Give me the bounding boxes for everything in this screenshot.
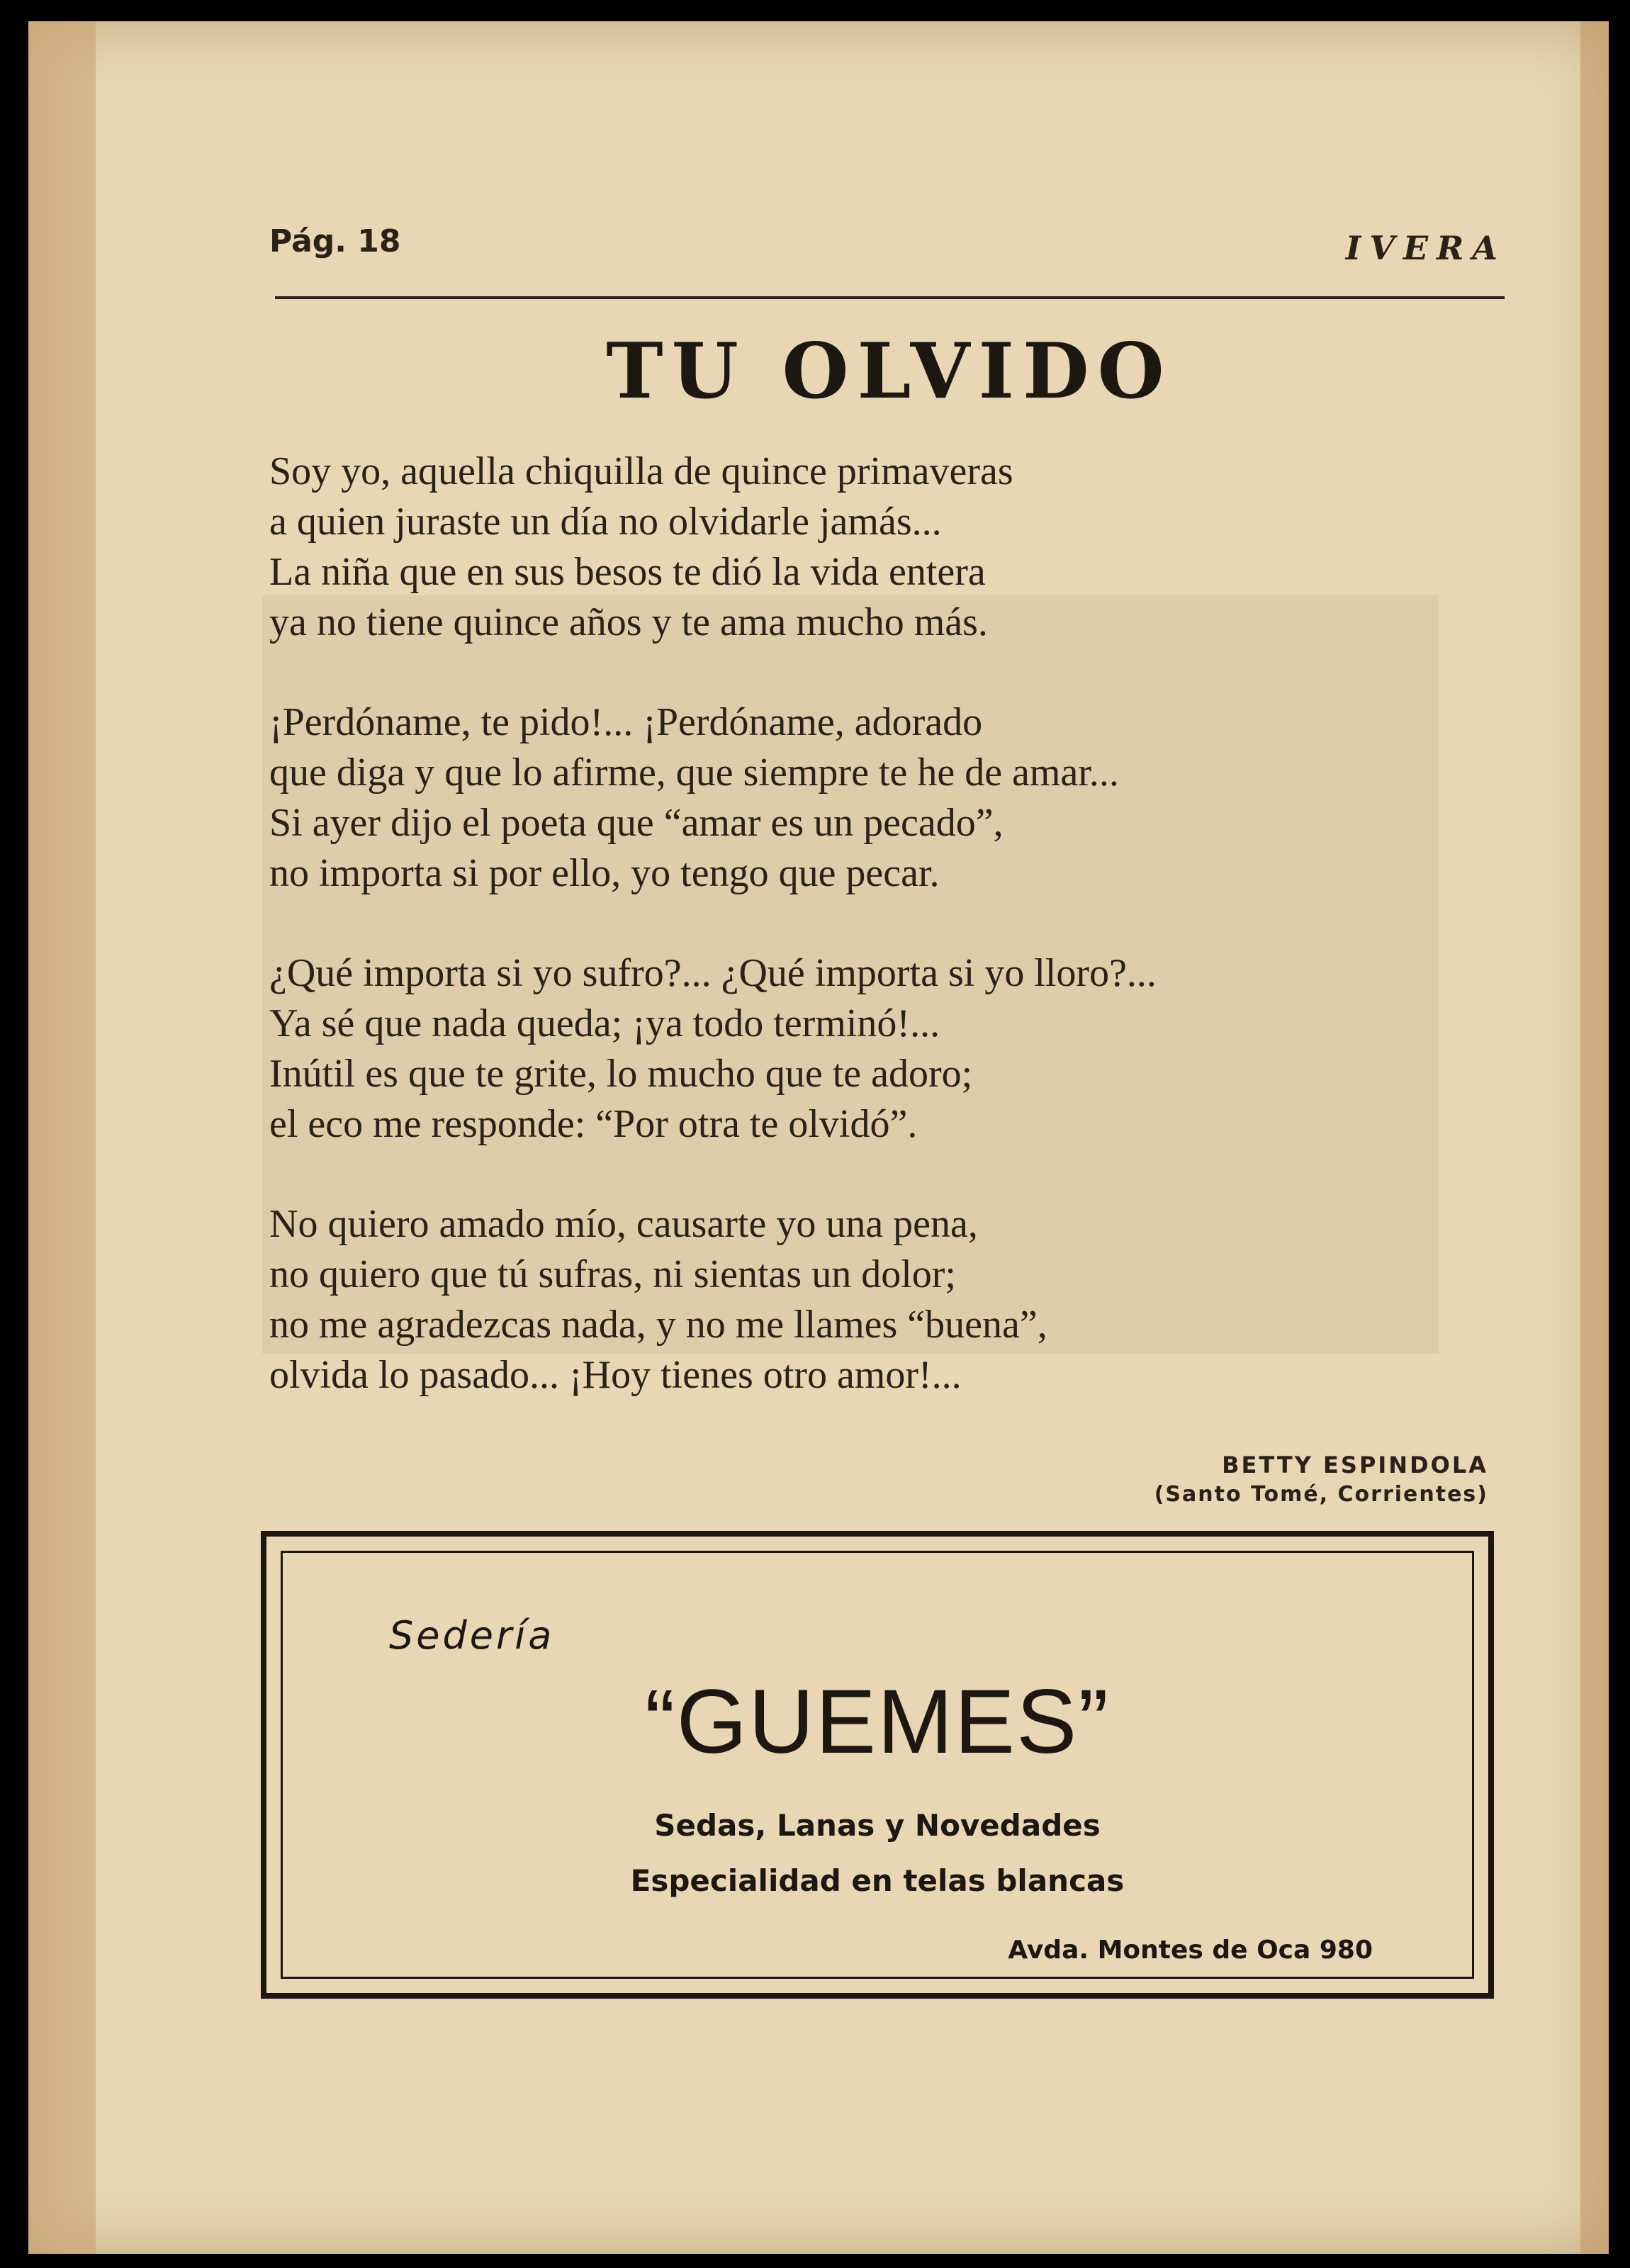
poem-line: no quiero que tú sufras, ni sientas un dolor; xyxy=(269,1252,956,1296)
poem-author xyxy=(1154,1449,1488,1509)
advertisement-box xyxy=(261,1531,1494,1999)
header-rule xyxy=(275,296,1505,299)
poem-line: a quien juraste un día no olvidarle jamás... xyxy=(269,500,942,544)
poem-line: Si ayer dijo el poeta que “amar es un pecado”, xyxy=(269,801,1004,845)
binding-edge xyxy=(28,21,96,2254)
poem-line: olvida lo pasado... ¡Hoy tienes otro amor!... xyxy=(269,1353,962,1397)
poem-line: La niña que en sus besos te dió la vida entera xyxy=(269,550,986,594)
poem-line: Soy yo, aquella chiquilla de quince primaveras xyxy=(269,449,1013,493)
ad-products: Sedas, Lanas y Novedades xyxy=(654,1808,1101,1843)
page-header xyxy=(269,223,1506,266)
page-number: Pág. 18 xyxy=(269,223,401,259)
poem-body xyxy=(269,447,1545,1450)
stanza-4 xyxy=(269,1199,1545,1400)
page-edge xyxy=(1580,21,1609,2254)
stanza-1 xyxy=(269,447,1545,648)
poem-line: el eco me responde: “Por otra te olvidó”. xyxy=(269,1102,918,1146)
poem-line: ¿Qué importa si yo sufro?... ¿Qué importa si yo lloro?... xyxy=(269,951,1157,995)
poem-line: que diga y que lo afirme, que siempre te he de amar... xyxy=(269,751,1119,795)
author-name: BETTY ESPINDOLA xyxy=(1222,1452,1488,1478)
poem-title: TU OLVIDO xyxy=(606,327,1173,416)
poem-line: Ya sé que nada queda; ¡ya todo terminó!... xyxy=(269,1001,940,1045)
stanza-3 xyxy=(269,948,1545,1150)
advertisement-inner-frame xyxy=(281,1551,1474,1979)
poem-line: No quiero amado mío, causarte yo una pena, xyxy=(269,1202,978,1246)
ad-kicker: Sedería xyxy=(389,1613,555,1658)
poem-line: no importa si por ello, yo tengo que pecar. xyxy=(269,851,940,895)
ad-brand-name: “GUEMES” xyxy=(645,1671,1110,1773)
ad-address: Avda. Montes de Oca 980 xyxy=(1008,1936,1373,1965)
author-place: (Santo Tomé, Corrientes) xyxy=(1154,1482,1488,1507)
stanza-2 xyxy=(269,697,1545,899)
poem-line: ya no tiene quince años y te ama mucho más. xyxy=(269,600,988,644)
poem-line: no me agradezcas nada, y no me llames “buena”, xyxy=(269,1303,1047,1347)
publication-name: IVERA xyxy=(1345,229,1506,267)
poem-line: Inútil es que te grite, lo mucho que te adoro; xyxy=(269,1052,973,1096)
ad-specialty: Especialidad en telas blancas xyxy=(630,1863,1125,1898)
poem-line: ¡Perdóname, te pido!... ¡Perdóname, adorado xyxy=(269,700,983,744)
